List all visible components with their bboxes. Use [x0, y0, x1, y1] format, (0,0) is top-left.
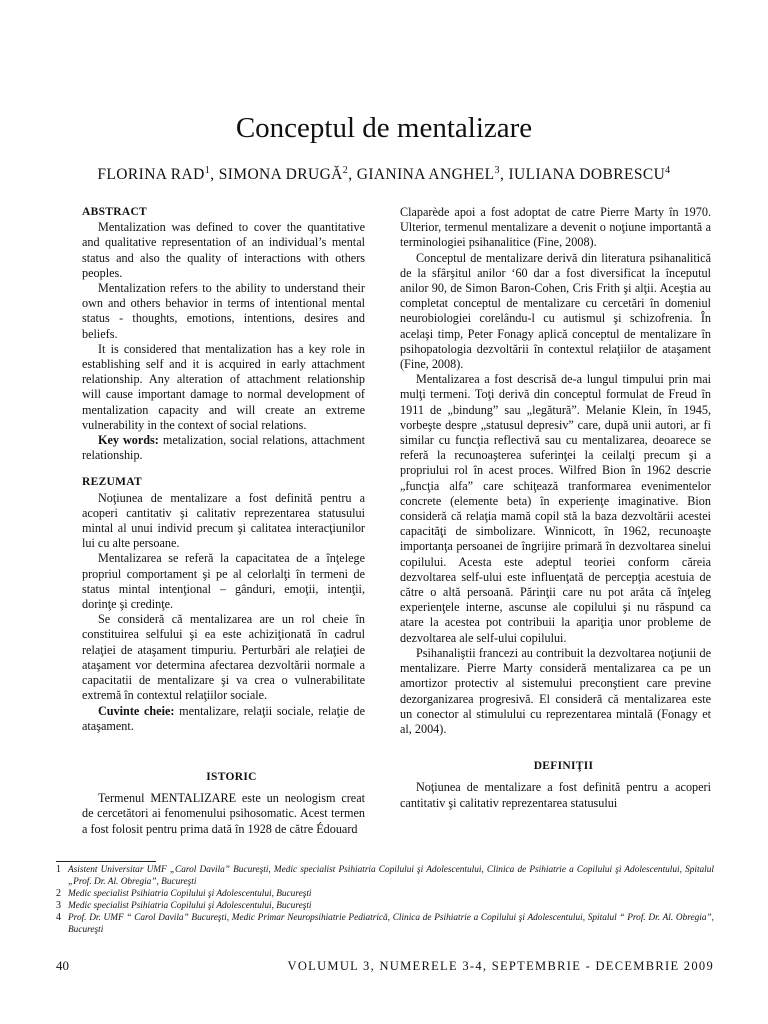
author-affiliation-marker: 4: [665, 165, 671, 176]
rezumat-keywords: [82, 704, 365, 734]
author-name: IULIANA DOBRESCU: [508, 166, 666, 184]
keywords-text: metalization, social relations, attachment relationship.: [82, 433, 365, 463]
footnote-number: 1: [56, 864, 61, 875]
rezumat-heading: REZUMAT: [82, 476, 143, 489]
author-affiliation-marker: 1: [204, 165, 211, 176]
author-affiliation-marker: 2: [342, 165, 349, 176]
body-paragraph: Claparède apoi a fost adoptat de catre Pierre Marty în 1970. Ulterior, termenul mentalizare a devenit o noţiune importantă a terminologiei psihanalitice (Fine, 2008).: [400, 205, 711, 250]
author-name: GIANINA ANGHEL: [356, 166, 495, 184]
journal-info: VOLUMUL 3, NUMERELE 3-4, SEPTEMBRIE - DECEMBRIE 2009: [287, 959, 714, 973]
author-name: SIMONA DRUGĂ: [218, 166, 343, 184]
body-paragraph: Conceptul de mentalizare derivă din literatura psihanalitică de la sfârşitul anilor ‘60 dar a fost diversificat la începutul anilor 90, de Simon Baron-Cohen, Cris Frith şi alţii. Aceştia au completat conceptul de mentalizare cu cercetări în domeniul neurobiologiei corelându-l cu autismul şi schizofrenia. În acelaşi timp, Peter Fonagy aplică conceptul de mentalizare în psihopatologia dezvoltării în contextul relaţiilor de ataşament (Fine, 2008).: [400, 250, 711, 372]
rezumat-paragraph: Noţiunea de mentalizare a fost definită pentru a acoperi cantitativ şi calitativ reprezentarea statusului mintal al unui individ precum şi calitatea interacţiunilor lui cu alte persoane.: [82, 490, 365, 551]
left-column: [82, 205, 365, 837]
abstract-paragraph: It is considered that mentalization has a key role in establishing self and it is acquired in early attachment relationship. Any alteration of attachment relationship will cause important damage to normal development of mentalization capacity and will create an extreme vulnerability in the context of social relations.: [82, 341, 365, 432]
body-paragraph: Psihanaliştii francezi au contribuit la dezvoltarea noţiunii de mentalizare. Pierre Marty consideră mentalizarea ca pe un amortizor protectiv al sistemului preconştient care previne dezorganizarea progresivă. El consideră că mentalizarea este un conector al stimulului cu reprezentarea mintală (Fonagy et al, 2004).: [400, 645, 711, 736]
keywords-text: mentalizare, relaţii sociale, relaţie de ataşament.: [82, 703, 366, 733]
footnote: [56, 864, 714, 888]
footnote: [56, 900, 714, 912]
abstract-paragraph: Mentalization refers to the ability to understand their own and others behavior in terms of intentional mental status - thoughts, emotions, intentions, desires and beliefs.: [82, 281, 365, 341]
author-separator: ,: [499, 166, 509, 184]
definitii-heading: DEFINIŢII: [533, 760, 594, 773]
author-separator: ,: [348, 166, 357, 184]
footnote-text: Medic specialist Psihiatria Copilului şi Adolescentului, Bucureşti: [68, 901, 312, 911]
istoric-heading: ISTORIC: [206, 770, 257, 783]
abstract-heading: ABSTRACT: [82, 206, 148, 218]
author-affiliation-marker: 3: [494, 165, 500, 176]
abstract-paragraph: Mentalization was defined to cover the quantitative and qualitative representation of an individual’s mental status and also the quality of interactions with others peoples.: [82, 220, 365, 280]
rezumat-paragraph: Se consideră că mentalizarea are un rol cheie în constituirea selfului şi ea este achiziţionată în cadrul relaţiei de ataşament timpuriu. Perturbări ale relaţiei de ataşament vor determina afectarea dezvoltării normale a capacitatii de mentalizare şi va crea o vulnerabilitate extremă în contextul relaţiilor sociale.: [82, 612, 365, 703]
footnotes: [56, 861, 714, 936]
keywords-label: Key words:: [98, 433, 159, 448]
footnote-number: 4: [56, 912, 61, 923]
footnote-number: 2: [56, 888, 61, 899]
footnote-number: 3: [56, 900, 61, 911]
footnote-text: Medic specialist Psihiatria Copilului şi Adolescentului, Bucureşti: [68, 889, 312, 899]
author-separator: ,: [210, 166, 219, 184]
istoric-paragraph: Termenul MENTALIZARE este un neologism creat de cercetători ai fenomenului psihosomatic. Acest termen a fost folosit pentru prima dată în 1928 de către Édouard: [82, 791, 365, 836]
footnote: [56, 888, 714, 900]
keywords-label: Cuvinte cheie:: [98, 703, 175, 718]
page-number: 40: [56, 958, 69, 973]
author-list: [0, 161, 768, 185]
author-name: FLORINA RAD: [97, 166, 205, 184]
rezumat-paragraph: Mentalizarea se referă la capacitatea de a înţelege propriul comportament şi pe al celorlalţi în termeni de status mintal intenţional – gânduri, emoţii, intenţii, dorinţe şi credinţe.: [82, 551, 365, 612]
article-title: Conceptul de mentalizare: [235, 112, 533, 144]
footnote-text: Asistent Universitar UMF „Carol Davila” Bucureşti, Medic specialist Psihiatria Copilului şi Adolescentului, Clinica de Psihiatrie a Copilului şi Adolescentului, Spitalul „Prof. Dr. Al. Obregia”, Bucureşti: [68, 865, 714, 887]
footnote-text: Prof. Dr. UMF “ Carol Davila” Bucureşti, Medic Primar Neuropsihiatrie Pediatrică, Clinica de Psihiatrie a Copilului şi Adolescentului, Spitalul “ Prof. Dr. Al. Obregia”, Bucureşti: [68, 913, 714, 935]
right-column: [400, 205, 711, 811]
footnote-divider: [56, 861, 156, 862]
body-paragraph: Noţiunea de mentalizare a fost definită pentru a acoperi cantitativ şi calitativ reprezentarea statusului: [400, 780, 711, 810]
page-footer: [56, 958, 714, 974]
footnote: [56, 912, 714, 936]
body-paragraph: Mentalizarea a fost descrisă de-a lungul timpului prin mai mulţi termeni. Toţi derivă din conceptul formulat de Freud în 1911 de „bindung” sau „legătură”. Melanie Klein, în 1945, vorbeşte despre „statusul depresiv” care, după unii autori, ar fi similar cu funcţia reflectivă sau cu mentalizarea, deoarece se referă la recunoaşterea suferinţei la ceilalţi precum şi a propriului rol în acest proces. Wilfred Bion în 1962 descrie „funcţia alfa” care schiţează tranformarea evenimentelor concrete (elemente beta) în experienţe imaginative. Bion consideră că relaţia mamă copil stă la baza dezvoltării acestei capacităţi de simbolizare. Winnicott, în 1962, recunoaşte importanţa persoanei de îngrijire primară în dezvoltarea sinelui copilului. Acesta este adeptul teoriei conform căreia dezvoltarea self-ului este influenţată de percepţia acestuia de către o altă persoană. Părinţii care nu pot arăta că înţeleg experienţele interne, ascunse ale copilului şi nu răspund ca atare la acestea pot contribuii la apariţia unor probleme de dezvoltarea ale self-ului copilului.: [400, 372, 711, 645]
abstract-keywords: [82, 433, 365, 463]
